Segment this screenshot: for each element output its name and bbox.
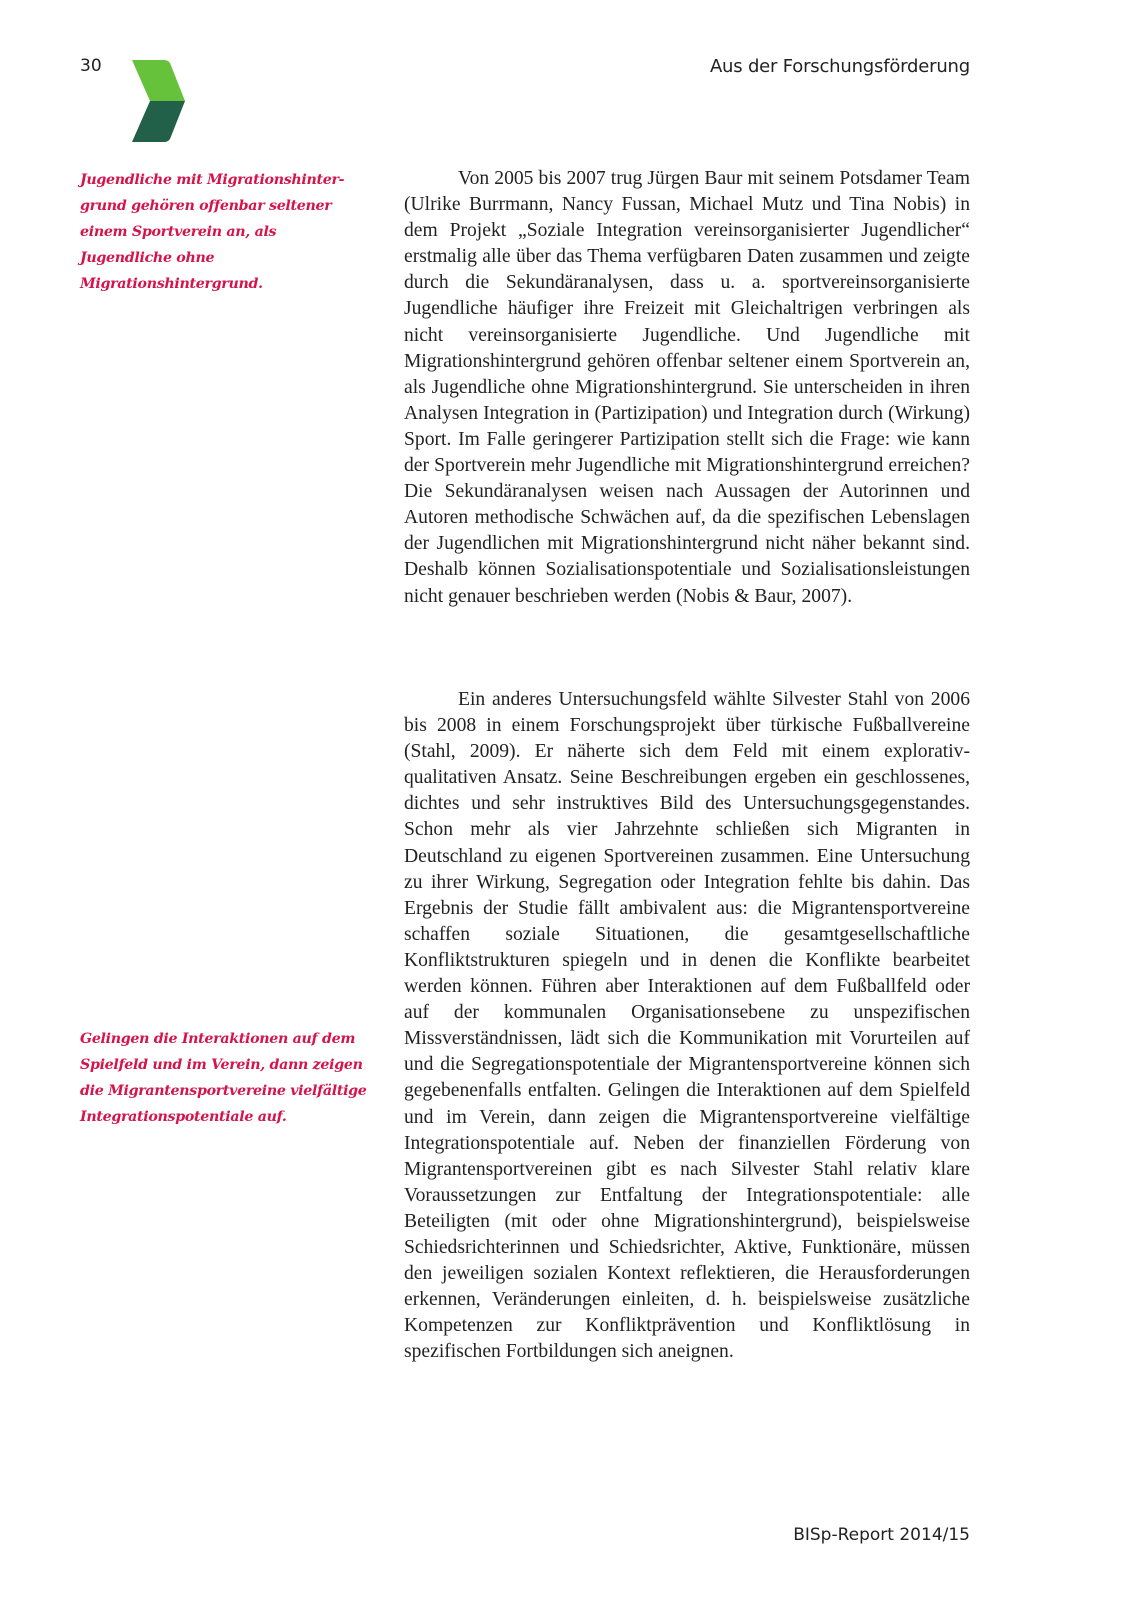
page-number: 30 — [80, 56, 102, 76]
body-paragraph-1 — [404, 166, 970, 610]
margin-note: Jugendliche mit Migrationshinter-grund gehören offenbar seltener einem Sportverein an, als Jugendliche ohne Migrationshintergrund. — [80, 172, 345, 292]
footer-publication: BISp-Report 2014/15 — [793, 1525, 970, 1545]
body-paragraph-2 — [404, 687, 970, 1365]
paragraph-text: Ein anderes Untersuchungsfeld wählte Silvester Stahl von 2006 bis 2008 in einem Forschungsprojekt über türkische Fußballvereine (Stahl, 2009). Er näherte sich dem Feld mit einem explorativ-qualitativen Ansatz. Seine Beschreibungen ergeben ein geschlossenes, dichtes und sehr instruktives Bild des Untersuchungsgegenstandes. Schon mehr als vier Jahrzehnte schließen sich Migranten in Deutschland zu eigenen Sportvereinen zusammen. Eine Untersuchung zu ihrer Wirkung, Segregation oder Integration fehlte bis dahin. Das Ergebnis der Studie fällt ambivalent aus: die Migrantensportvereine schaffen soziale Situationen, die gesamtgesellschaftliche Konfliktstrukturen spiegeln und in denen die Konflikte bearbeitet werden können. Führen aber Interaktionen auf dem Fußballfeld oder auf der kommunalen Organisationsebene zu unspezifischen Missverständnissen, lädt sich die Kommunikation mit Vorurteilen auf und die Segregationspotentiale der Migrantensportvereine können sich gegebenenfalls entfalten. Gelingen die Interaktionen auf dem Spielfeld und im Verein, dann zeigen die Migrantensportvereine vielfältige Integrationspotentiale auf. Neben der finanziellen Förderung von Migrantensportvereinen gibt es nach Silvester Stahl relativ klare Voraussetzungen zur Entfaltung der Integrationspotentiale: alle Beteiligten (mit oder ohne Migrationshintergrund), beispielsweise Schiedsrichterinnen und Schiedsrichter, Aktive, Funktionäre, müssen den jeweiligen sozialen Kontext reflektieren, die Herausforderungen erkennen, Veränderungen einleiten, d. h. beispielsweise zusätzliche Kompetenzen zur Konfliktprävention und Konfliktlösung in spezifischen Fortbildungen sich aneignen. — [404, 689, 970, 1363]
chevron-right-icon — [132, 60, 188, 142]
running-head: Aus der Forschungsförderung — [709, 56, 970, 77]
paragraph-text: Von 2005 bis 2007 trug Jürgen Baur mit seinem Potsdamer Team (Ulrike Burrmann, Nancy Fussan, Michael Mutz und Tina Nobis) in dem Projekt „Soziale Integration vereinsorganisierter Jugendlicher“ erstmalig alle über das Thema verfügbaren Daten zusammen und zeigte durch die Sekundäranalysen, dass u. a. sportvereinsorganisierte Jugendliche häufiger ihre Freizeit mit Gleichaltrigen verbringen als nicht vereinsorganisierte Jugendliche. Und Jugendliche mit Migrationshintergrund gehören offenbar seltener einem Sportverein an, als Jugendliche ohne Migrationshintergrund. Sie unterscheiden in ihren Analysen Integration in (Partizipation) und Integration durch (Wirkung) Sport. Im Falle geringerer Partizipation stellt sich die Frage: wie kann der Sportverein mehr Jugendliche mit Migrationshintergrund erreichen? Die Sekundäranalysen weisen nach Aussagen der Autorinnen und Autoren methodische Schwächen auf, da die spezifischen Lebenslagen der Jugendlichen mit Migrationshintergrund nicht näher bekannt sind. Deshalb können Sozialisationspotentiale und Sozialisationsleistungen nicht genauer beschrieben werden (Nobis & Baur, 2007). — [404, 168, 970, 607]
margin-note: Gelingen die Interaktionen auf dem Spielfeld und im Verein, dann zeigen die Migrantensportvereine vielfältige Integrationspotentiale auf. — [80, 1031, 367, 1125]
